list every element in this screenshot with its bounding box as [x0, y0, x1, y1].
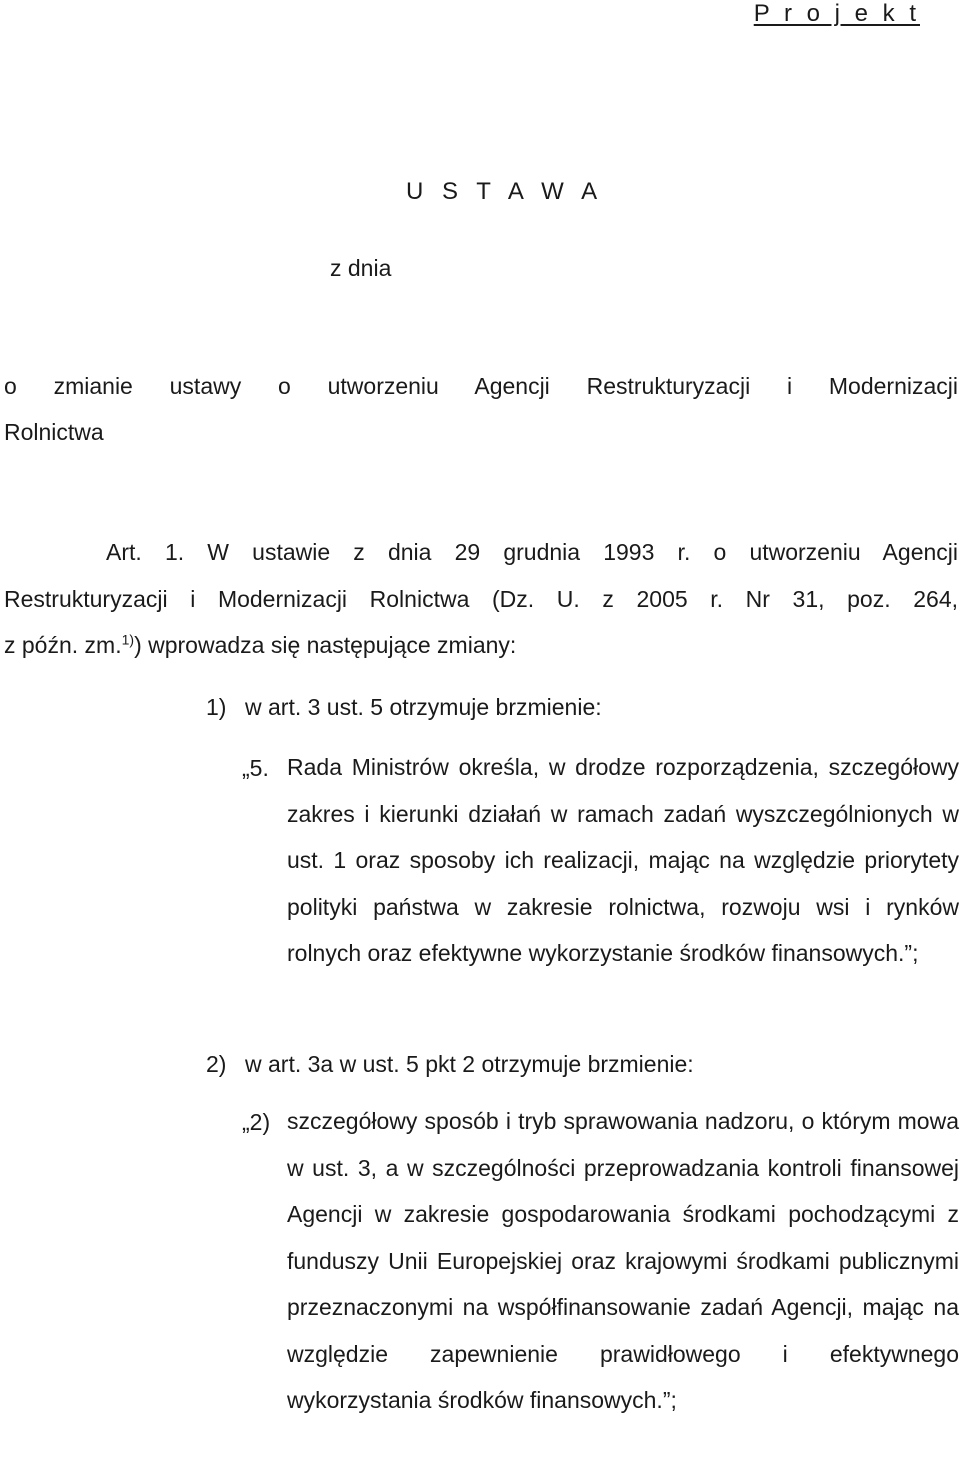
point-2-number: 2) — [206, 1051, 227, 1077]
document-title: U S T A W A — [406, 178, 604, 205]
article-intro-line-2: Restrukturyzacji i Modernizacji Rolnictwa (Dz. U. z 2005 r. Nr 31, poz. 264, — [4, 586, 958, 612]
subject-line-1: o zmianie ustawy o utworzeniu Agencji Restrukturyzacji i Modernizacji — [4, 373, 958, 399]
article-intro-line-3 — [4, 632, 516, 659]
intro-text-after-footnote: ) wprowadza się następujące zmiany: — [134, 632, 517, 658]
point-1-heading: w art. 3 ust. 5 otrzymuje brzmienie: — [245, 694, 602, 720]
point-1-number: 1) — [206, 694, 227, 720]
point-2-heading: w art. 3a w ust. 5 pkt 2 otrzymuje brzmienie: — [245, 1051, 694, 1077]
intro-text-before-footnote: z późn. zm. — [4, 632, 122, 658]
point-2-quote-prefix: „2) — [242, 1109, 271, 1135]
point-1-quote-text: Rada Ministrów określa, w drodze rozporządzenia, szczegółowy zakres i kierunki działań w ramach zadań wyszczególnionych w ust. 1 oraz sposoby ich realizacji, mając na względzie priorytety polityki państwa w zakresie rolnictwa, rozwoju wsi i rynków rolnych oraz efektywne wykorzystanie środków finansowych.”; — [287, 754, 959, 966]
footnote-ref[interactable]: 1) — [121, 631, 135, 648]
subject-line-2: Rolnictwa — [4, 419, 104, 445]
point-1-quote-prefix: „5. — [242, 755, 269, 781]
projekt-label: P r o j e k t — [753, 0, 920, 27]
date-line: z dnia — [330, 255, 392, 281]
article-intro-line-1: Art. 1. W ustawie z dnia 29 grudnia 1993 r. o utworzeniu Agencji — [106, 539, 958, 565]
point-2-quote-text: szczegółowy sposób i tryb sprawowania nadzoru, o którym mowa w ust. 3, a w szczególności przeprowadzania kontroli finansowej Agencji w zakresie gospodarowania środkami pochodzącymi z funduszy Unii Europejskiej oraz krajowymi środkami publicznymi przeznaczonymi na współfinansowanie zadań Agencji, mając na względzie zapewnienie prawidłowego i efektywnego wykorzystania środków finansowych.”; — [287, 1108, 959, 1413]
